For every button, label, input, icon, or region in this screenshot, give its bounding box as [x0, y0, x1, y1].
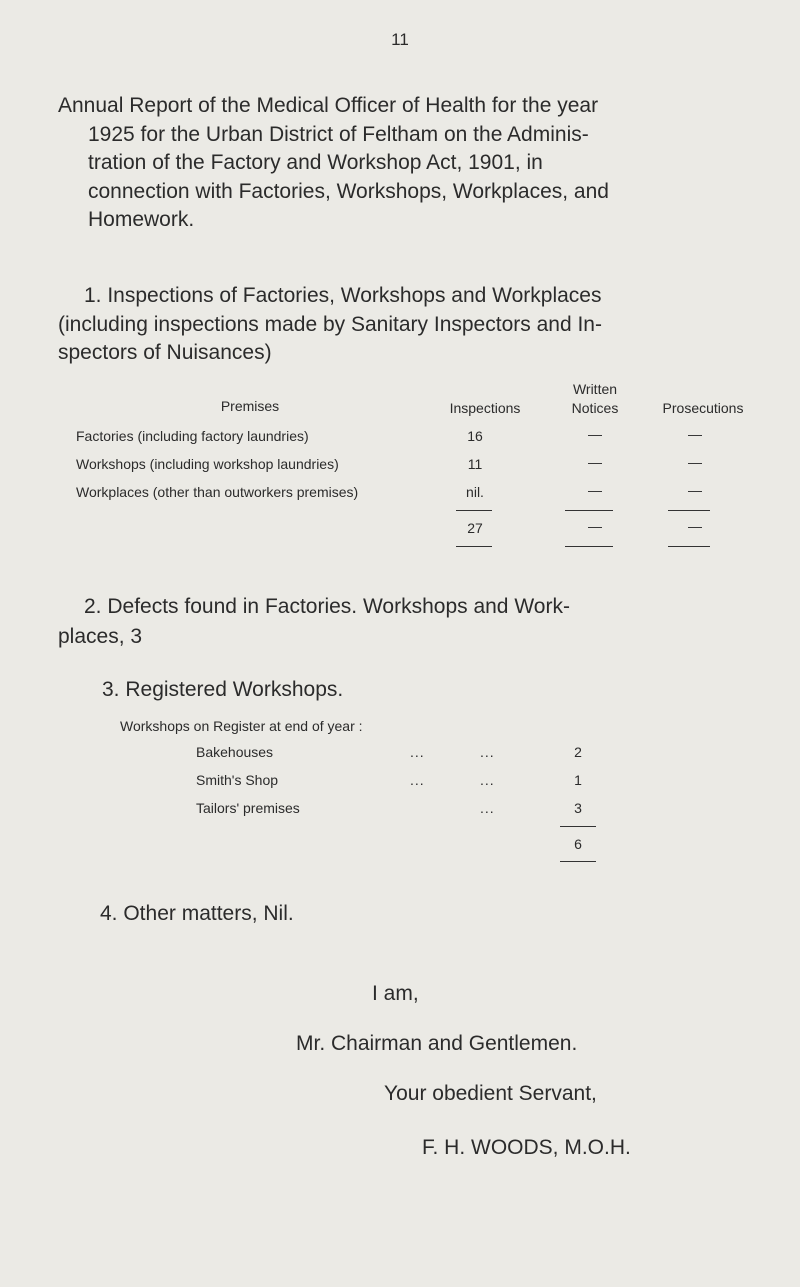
title-line-3: tration of the Factory and Workshop Act, 1901, in — [88, 151, 543, 174]
reg-row-tailors-dots2: ... — [480, 800, 495, 816]
section-2 — [58, 592, 748, 652]
total-rule-top-notices — [565, 510, 613, 511]
header-notices: Notices — [571, 400, 619, 416]
section-1-line-2: (including inspections made by Sanitary Inspectors and In- — [58, 312, 602, 336]
row-workplaces-label: Workplaces (other than outworkers premises) — [76, 484, 359, 500]
title-line-2: 1925 for the Urban District of Feltham on the Adminis- — [88, 122, 589, 146]
title-line-4: connection with Factories, Workshops, Workplaces, and — [88, 179, 609, 203]
page-number: 11 — [391, 30, 409, 49]
header-prosecutions: Prosecutions — [662, 400, 744, 416]
row-workplaces-inspections: nil. — [466, 484, 484, 500]
total-rule-bottom-notices — [565, 546, 613, 547]
reg-row-tailors-value: 3 — [574, 800, 582, 816]
row-workshops-notices: — — [588, 454, 602, 470]
reg-row-bakehouses-label: Bakehouses — [196, 744, 274, 760]
reg-row-smith-value: 1 — [574, 772, 582, 788]
row-factories-label: Factories (including factory laundries) — [76, 428, 309, 444]
section-3-heading: 3. Registered Workshops. — [102, 678, 344, 701]
total-rule-bottom-prosecutions — [668, 546, 710, 547]
row-workshops-label: Workshops (including workshop laundries) — [76, 456, 339, 472]
reg-total-value: 6 — [574, 836, 582, 852]
reg-row-bakehouses-dots2: ... — [480, 744, 495, 760]
row-factories-prosecutions: — — [688, 426, 702, 442]
section-4: 4. Other matters, Nil. — [100, 902, 294, 925]
total-notices: — — [588, 518, 602, 534]
section-3-subheading: Workshops on Register at end of year : — [120, 718, 363, 734]
reg-row-smith-dots2: ... — [480, 772, 495, 788]
reg-row-smith-dots1: ... — [410, 772, 425, 788]
reg-row-bakehouses-value: 2 — [574, 744, 582, 760]
total-prosecutions: — — [688, 518, 702, 534]
total-rule-top-prosecutions — [668, 510, 710, 511]
reg-row-bakehouses-dots1: ... — [410, 744, 425, 760]
header-inspections: Inspections — [449, 400, 521, 416]
title-line-5: Homework. — [88, 208, 195, 231]
signature: F. H. WOODS, M.O.H. — [422, 1136, 631, 1159]
reg-total-rule-bottom — [560, 861, 596, 862]
total-inspections: 27 — [467, 520, 483, 536]
section-1-line-1: 1. Inspections of Factories, Workshops and Workplaces — [84, 284, 602, 307]
row-factories-inspections: 16 — [467, 428, 483, 444]
reg-row-smith-label: Smith's Shop — [196, 772, 279, 788]
section-2-line-1: 2. Defects found in Factories. Workshops and Work- — [84, 595, 570, 618]
row-workplaces-notices: — — [588, 482, 602, 498]
total-rule-top-inspections — [456, 510, 492, 511]
section-2-line-2: places, 3 — [58, 625, 143, 648]
header-written: Written — [572, 381, 618, 397]
reg-total-rule-top — [560, 826, 596, 827]
section-1-heading — [58, 282, 748, 368]
title-line-1: Annual Report of the Medical Officer of Health for the year — [58, 94, 599, 117]
row-workshops-prosecutions: — — [688, 454, 702, 470]
report-title — [58, 92, 748, 235]
row-factories-notices: — — [588, 426, 602, 442]
header-premises: Premises — [220, 398, 280, 414]
closing-salutation: Mr. Chairman and Gentlemen. — [296, 1032, 578, 1055]
reg-row-tailors-label: Tailors' premises — [196, 800, 300, 816]
section-1-line-3: spectors of Nuisances) — [58, 341, 272, 364]
row-workplaces-prosecutions: — — [688, 482, 702, 498]
row-workshops-inspections: 11 — [467, 456, 483, 472]
closing-i-am: I am, — [372, 982, 419, 1005]
closing-servant: Your obedient Servant, — [384, 1082, 597, 1105]
total-rule-bottom-inspections — [456, 546, 492, 547]
